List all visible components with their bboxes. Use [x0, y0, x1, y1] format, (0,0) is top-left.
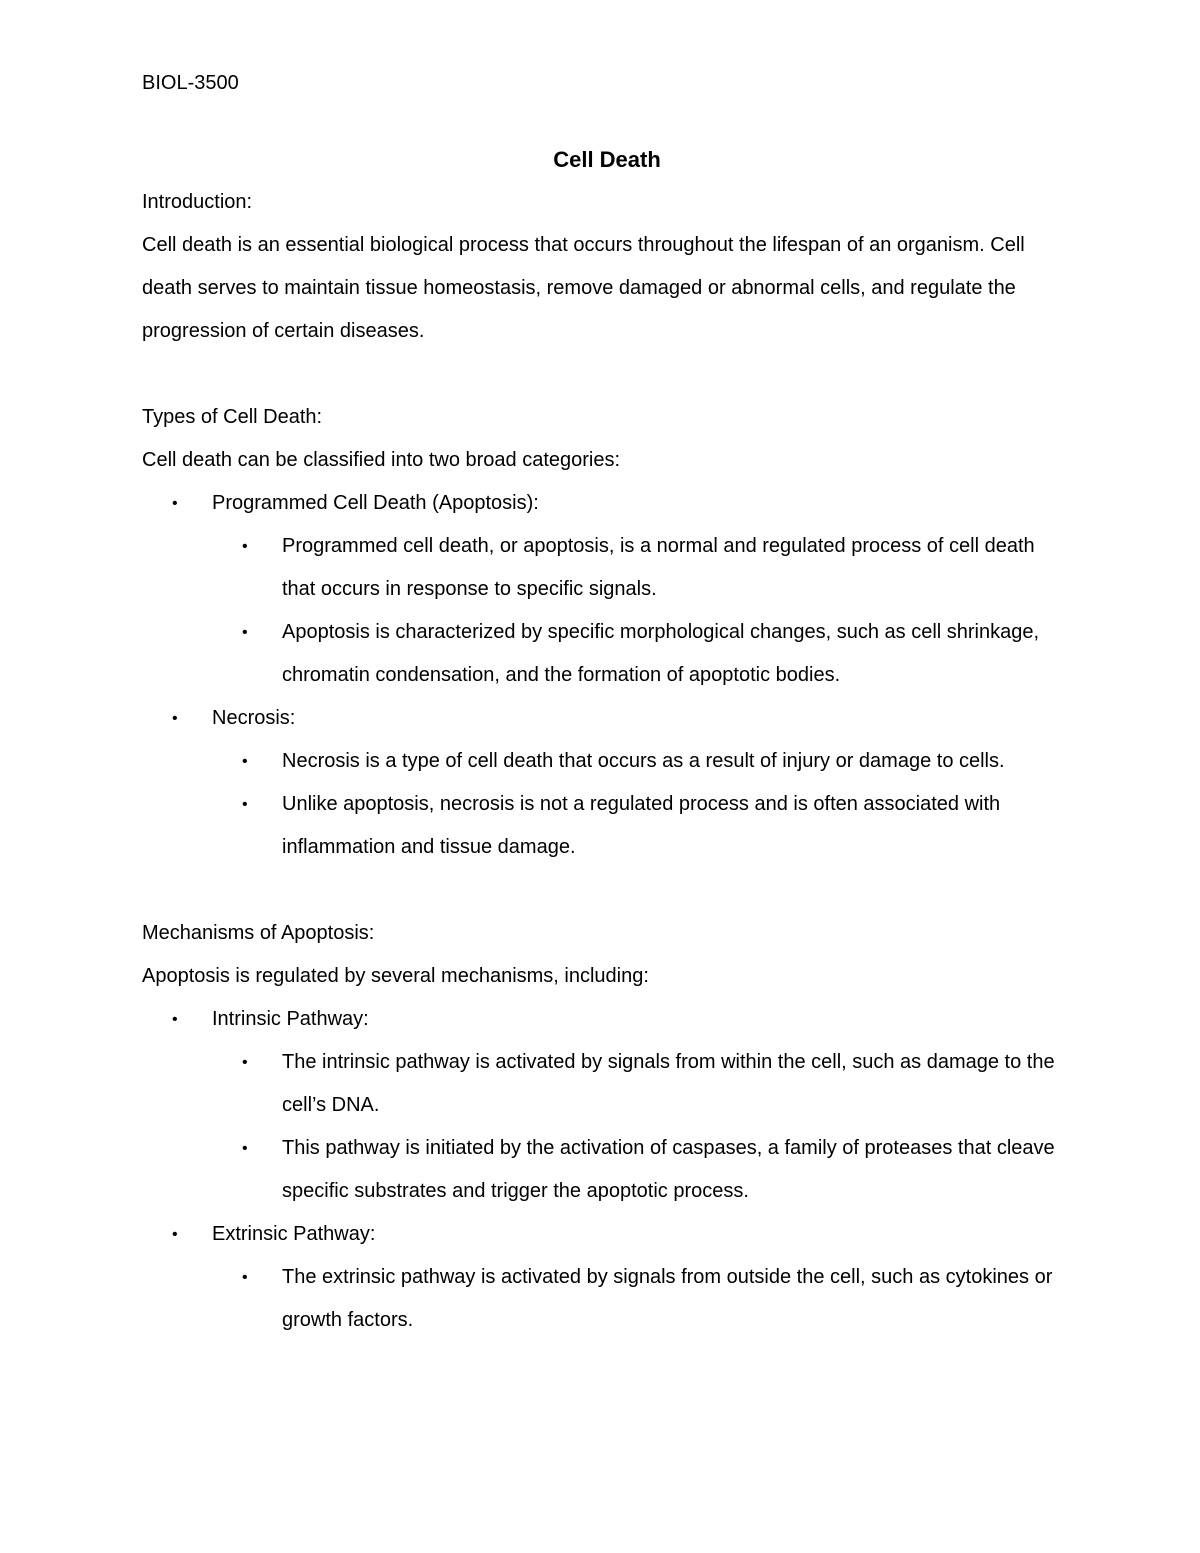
sub-item-text: Unlike apoptosis, necrosis is not a regulated process and is often associated with inflammation and tissue damage. [282, 793, 1001, 858]
sub-list [212, 1041, 1072, 1213]
list-item [212, 1041, 1072, 1127]
mechanisms-heading: Mechanisms of Apoptosis: [142, 922, 375, 944]
bullet-icon: • [172, 710, 178, 727]
sub-item-text: Necrosis is a type of cell death that occurs as a result of injury or damage to cells. [282, 750, 1005, 772]
course-code: BIOL-3500 [142, 72, 239, 94]
mechanisms-list [142, 998, 1072, 1342]
sub-list [212, 525, 1072, 697]
sub-item-text: Programmed cell death, or apoptosis, is a normal and regulated process of cell death that occurs in response to specific signals. [282, 535, 1035, 600]
bullet-icon: • [242, 753, 248, 770]
bullet-icon: • [172, 495, 178, 512]
bullet-icon: • [242, 1140, 248, 1157]
list-item [142, 482, 1072, 697]
types-heading: Types of Cell Death: [142, 406, 323, 428]
intro-body: Cell death is an essential biological process that occurs throughout the lifespan of an organism. Cell death serves to maintain tissue homeostasis, remove damaged or abnormal cells, and regulate the progression of certain diseases. [142, 234, 1025, 342]
types-item-label: Programmed Cell Death (Apoptosis): [212, 492, 539, 514]
list-item [212, 740, 1072, 783]
list-item [212, 1256, 1072, 1342]
mechanisms-item-label: Extrinsic Pathway: [212, 1223, 376, 1245]
types-list [142, 482, 1072, 869]
sub-item-text: The intrinsic pathway is activated by signals from within the cell, such as damage to the cell’s DNA. [282, 1051, 1055, 1116]
intro-heading: Introduction: [142, 191, 253, 213]
sub-item-text: The extrinsic pathway is activated by signals from outside the cell, such as cytokines or growth factors. [282, 1266, 1053, 1331]
bullet-icon: • [242, 538, 248, 555]
sub-list [212, 1256, 1072, 1342]
list-item [212, 525, 1072, 611]
types-lead: Cell death can be classified into two broad categories: [142, 449, 621, 471]
sub-list [212, 740, 1072, 869]
document-body [142, 62, 1072, 1342]
paragraph-gap [142, 869, 1072, 912]
sub-item-text: Apoptosis is characterized by specific morphological changes, such as cell shrinkage, chromatin condensation, and the formation of apoptotic bodies. [282, 621, 1040, 686]
mechanisms-lead: Apoptosis is regulated by several mechanisms, including: [142, 965, 649, 987]
bullet-icon: • [242, 796, 248, 813]
list-item [212, 783, 1072, 869]
document-title: Cell Death [553, 147, 661, 172]
list-item [142, 998, 1072, 1213]
bullet-icon: • [242, 624, 248, 641]
bullet-icon: • [242, 1269, 248, 1286]
paragraph-gap [142, 353, 1072, 396]
list-item [142, 1213, 1072, 1342]
mechanisms-item-label: Intrinsic Pathway: [212, 1008, 369, 1030]
list-item [212, 1127, 1072, 1213]
list-item [142, 697, 1072, 869]
types-item-label: Necrosis: [212, 707, 296, 729]
sub-item-text: This pathway is initiated by the activation of caspases, a family of proteases that cleave specific substrates and trigger the apoptotic process. [282, 1137, 1055, 1202]
list-item [212, 611, 1072, 697]
bullet-icon: • [172, 1011, 178, 1028]
bullet-icon: • [172, 1226, 178, 1243]
bullet-icon: • [242, 1054, 248, 1071]
